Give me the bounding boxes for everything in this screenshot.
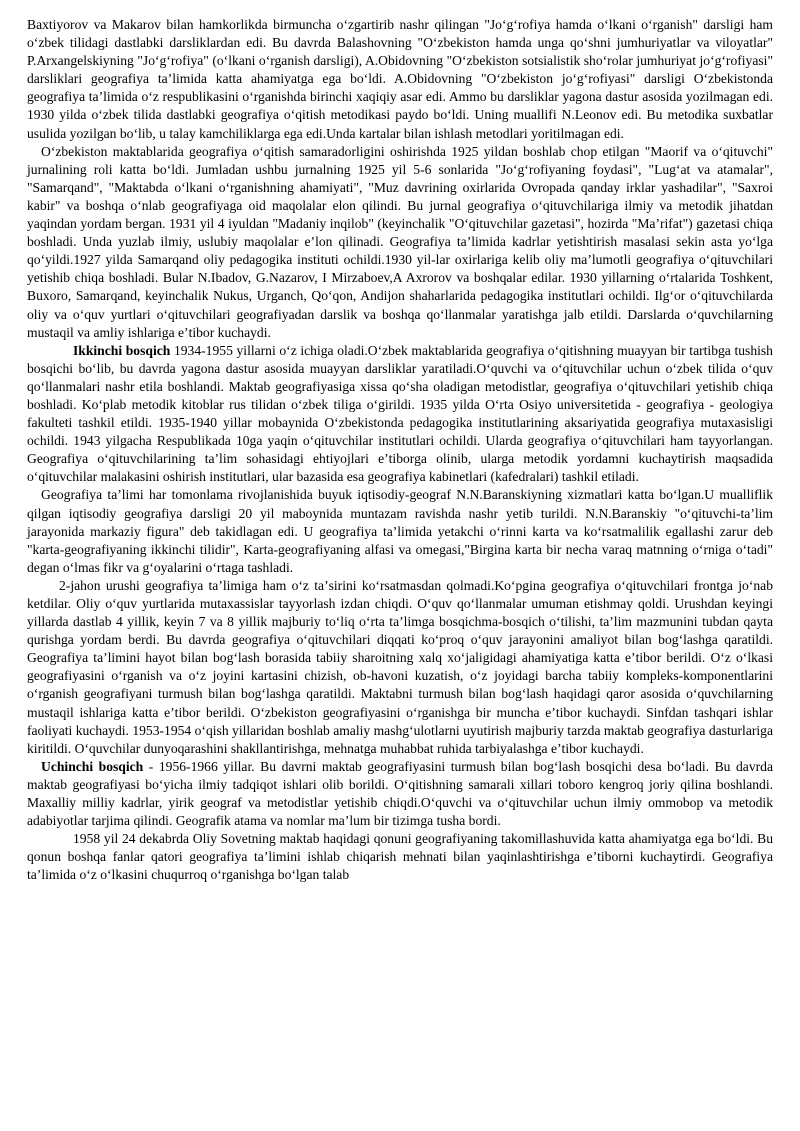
paragraph-4-text: Geografiya taʼlimi har tomonlama rivojlanishida buyuk iqtisodiy-geograf N.N.Baranskiyning xizmatlari katta boʻlgan.U mualliflik qilgan iqtisodiy geografiya darsligi 20 yil maboynida muntazam ravishda nashr yetib turildi. N.N.Baranskiy "oʻqituvchi-taʼlim jarayonida markaziy figura" deb takidlagan edi. U geografiya taʼlimida yetakchi oʻrinni karta va koʻrsatmalilik egallashi zarur deb "karta-geografiyaning ikkinchi tilidir", Karta-geografiyaning alfasi va omegasi,"Birgina karta bir necha varaq matnning oʻrniga oʻtadi" degan oʻlmas fikr va gʻoyalarini oʻrtaga tashladi. — [27, 487, 773, 575]
paragraph-5-text: 2-jahon urushi geografiya taʼlimiga ham oʻz taʼsirini koʻrsatmasdan qolmadi.Koʻpgina geografiya oʻqituvchilari frontga joʻnab ketdilar. Oliy oʻquv yurtlarida mutaxassislar tayyorlash izdan chiqdi. Oʻquv qoʻllanmalar umuman etishmay qoldi. Urushdan keyingi yillarda dastlab 4 yillik, keyin 7 va 8 yillik majburiy toʻliq oʻrta taʼlimga bosqichma-bosqich oʻtilishi, taʼlim mazmunini tubdan qayta qurishga yordam berdi. Bu davrda geografiya oʻqituvchilari diqqati koʻproq oʻquv jarayonini amaliyot bilan bogʻlashga qaratildi. Geografiya taʼlimini hayot bilan bogʻlash borasida tabiiy sharoitning xalq xoʻjaligidagi ahamiyatiga katta eʼtibor berildi. Oʻz oʻlkasi geografiyasini oʻrganish va oʻz joyini kartasini chizish, ob-havoni kuzatish, oʻz joyidagi barcha tabiiy kompleks-komponentlarini oʻrganish geografiyani turmush bilan bogʻlashga qaratildi. Maktabni turmush bilan bogʻlash haqidagi qaror asosida oʻquvchilarning mustaqil ishlariga katta eʼtibor berildi. Oʻzbekiston geografiyasini oʻrganishga bir muncha eʼtibor kuchaydi. Sinfdan tashqari ishlar faoliyati kuchaydi. 1953-1954 oʻqish yillaridan boshlab amaliy mashgʻulotlarni uyutirish majburiy tarzda maktab geografiya dasturlariga kiritildi. Oʻquvchilar dunyoqarashini shakllantirishga, mehnatga muhabbat ruhida tarbiyalashga eʼtibor kuchaydi. — [27, 577, 773, 756]
paragraph-6-text: - 1956-1966 yillar. Bu davrni maktab geografiyasini turmush bilan bogʻlash bosqichi desa boʻladi. Bu davrda maktab geografiyasi boʻyicha ilmiy tadqiqot ishlari olib borildi. Oʻqitishning samarali xillari toboro kengroq joriy qilina boshlandi. Maxalliy milliy kadrlar, yirik geograf va metodistlar yetishib chiqdi.Oʻquvchi va oʻqituvchilar uchun ilmiy ommobop va metodik adabiyotlar tarjima qilindi. Geografik atama va nomlar maʼlum bir tizimga tusha bordi. — [27, 758, 773, 829]
paragraph-7-text: 1958 yil 24 dekabrda Oliy Sovetning maktab haqidagi qonuni geografiyaning takomillashuvida katta ahamiyatga ega boʻldi. Bu qonun boshqa fanlar qatori geografiya taʼlimini ishlab chiqarish mehnati bilan yaqinlashtirishga eʼtiborni kuchaytirdi. Geografiya taʼlimida oʻz oʻlkasini chuqurroq oʻrganishga boʻlgan talab — [27, 831, 773, 883]
paragraph-7 — [27, 830, 773, 884]
paragraph-1-text: Baxtiyorov va Makarov bilan hamkorlikda birmuncha oʻzgartirib nashr qilingan "Joʻgʻrofiya hamda oʻlkani oʻrganish" darsligi ham oʻzbek tilidagi dastlabki darsliklardan edi. Bu davrda Balashovning "Oʻzbekiston hamda unga qoʻshni jumhuriyatlar va viloyatlar" P.Arxangelskiyning "Joʻgʻrofiya" (oʻlkani oʻrganish darsligi), A.Obidovning "Oʻzbekiston sotsialistik shoʻrolar jumhuriyat joʻgʻrofiyasi" darsliklari geografiya taʼlimida katta ahamiyatga ega boʻldi. A.Obidovning "Oʻzbekiston joʻgʻrofiyasi" darsligi Oʻzbekistonda geografiya taʼlimida oʻz respublikasini oʻrganishda birinchi xaqiqiy asar edi. Ammo bu darsliklar yagona dastur asosida yozilmagan edi. 1930 yilda oʻzbek tilida dastlabki geografiya oʻqitish metodikasi paydo boʻldi. Uning muallifi N.Leonov edi. Bu metodika suxbatlar usulida yozilgan boʻlib, u talay kamchiliklarga ega edi.Unda kartalar bilan ishlash metodlari yoritilmagan edi. — [27, 17, 773, 141]
paragraph-4 — [27, 486, 773, 576]
section-heading-ikkinchi-bosqich: Ikkinchi bosqich — [73, 342, 171, 358]
paragraph-5 — [27, 577, 773, 758]
paragraph-2-text: Oʻzbekiston maktablarida geografiya oʻqitish samaradorligini oshirishda 1925 yildan boshlab chop etilgan "Maorif va oʻqituvchi" jurnalining roli katta boʻldi. Jumladan ushbu jurnalning 1925 yil 5-6 sonlarida "Joʻgʻrofiyaning foydasi", "Lugʻat va atamalar", "Samarqand", "Maktabda oʻlkani oʻrganishning ahamiyati", "Muz davrining oxirlarida Ovropada qanday irklar yashadilar", "Saxroi kabir" va boshqa oʻnlab geografiyaga oid maqolalar elon qilindi. Bu jurnal geografiya oʻqituvchilariga ilmiy va metodik jihatdan yaqindan yordam bergan. 1931 yil 4 iyuldan "Madaniy inqilob" (keyinchalik "Oʻqituvchilar gazetasi", hozirda "Maʼrifat") gazetasi chiqa boshladi. Unda yuzlab ilmiy, uslubiy maqolalar eʼlon qilinadi. Geografiya taʼlimida kadrlar yetishtirish masalasi sekin asta yoʻlga qoʻyildi.1927 yilda Samarqand oliy pedagogika instituti ochildi.1930 yil-lar oxirlariga kelib oliy maʼlumotli geografiya oʻqituvchilari yetishib chiqa boshladi. Bular N.Ibadov, G.Nazarov, I Mirzaboev,A Axrorov va boshqalar edilar. 1930 yillarning oʻrtalarida Toshkent, Buxoro, Samarqand, keyinchalik Nukus, Urganch, Qoʻqon, Andijon shaharlarida pedagogika institutlari ochildi. Ilgʻor oʻqituvchilarda oliy va oʻquv yurtlari oʻqituvchilari geografiyadan darslik va boshqa qoʻllanmalar yaratishga jalb etildi. Darslarda oʻquvchilarning mustaqil va amliy ishlariga eʼtibor kuchaydi. — [27, 143, 773, 340]
paragraph-1 — [27, 16, 773, 143]
section-heading-uchinchi-bosqich: Uchinchi bosqich — [41, 758, 144, 774]
paragraph-3-text: 1934-1955 yillarni oʻz ichiga oladi.Oʻzbek maktablarida geografiya oʻqitishning muayyan bir tartibga tushish bosqichi boʻlib, bu davrda yagona dastur asosida muayyan darsliklar yaratiladi.Oʻquvchi va oʻqituvchilar uchun oʻzbek tilida oʻquv qoʻllanmalari nashr etila boshlandi. Maktab geografiyasiga xissa qoʻsha oladigan metodistlar, geografiya oʻqituvchilari yetishib chiqa boshladi. Koʻplab metodik kitoblar rus tilidan oʻzbek tiliga oʻgirildi. 1935 yilda Oʻrta Osiyo universitetida - geografiya - geologiya fakulteti tashkil etildi. 1935-1940 yillar mobaynida Oʻzbekistonda pedagogika institutlarining aksariyatida geografiya mutaxasisligi ochildi. 1943 yilgacha Respublikada 10ga yaqin oʻqituvchilar institutlari ochildi. Ularda geografiya oʻqituvchilari ham tayyorlangan. Geografiya oʻqituvchilarining taʼlim sohasidagi ehtiyojlari eʼtiborga olinib, ularga metodik yordamni kuchaytirish maqsadida oʻqituvchilar malakasini oshirish institutlari, ular bazasida esa geografiya kabinetlari (kafedralari) tashkil etiladi. — [27, 342, 773, 485]
paragraph-3 — [27, 342, 773, 487]
paragraph-6 — [27, 758, 773, 830]
paragraph-2 — [27, 143, 773, 342]
